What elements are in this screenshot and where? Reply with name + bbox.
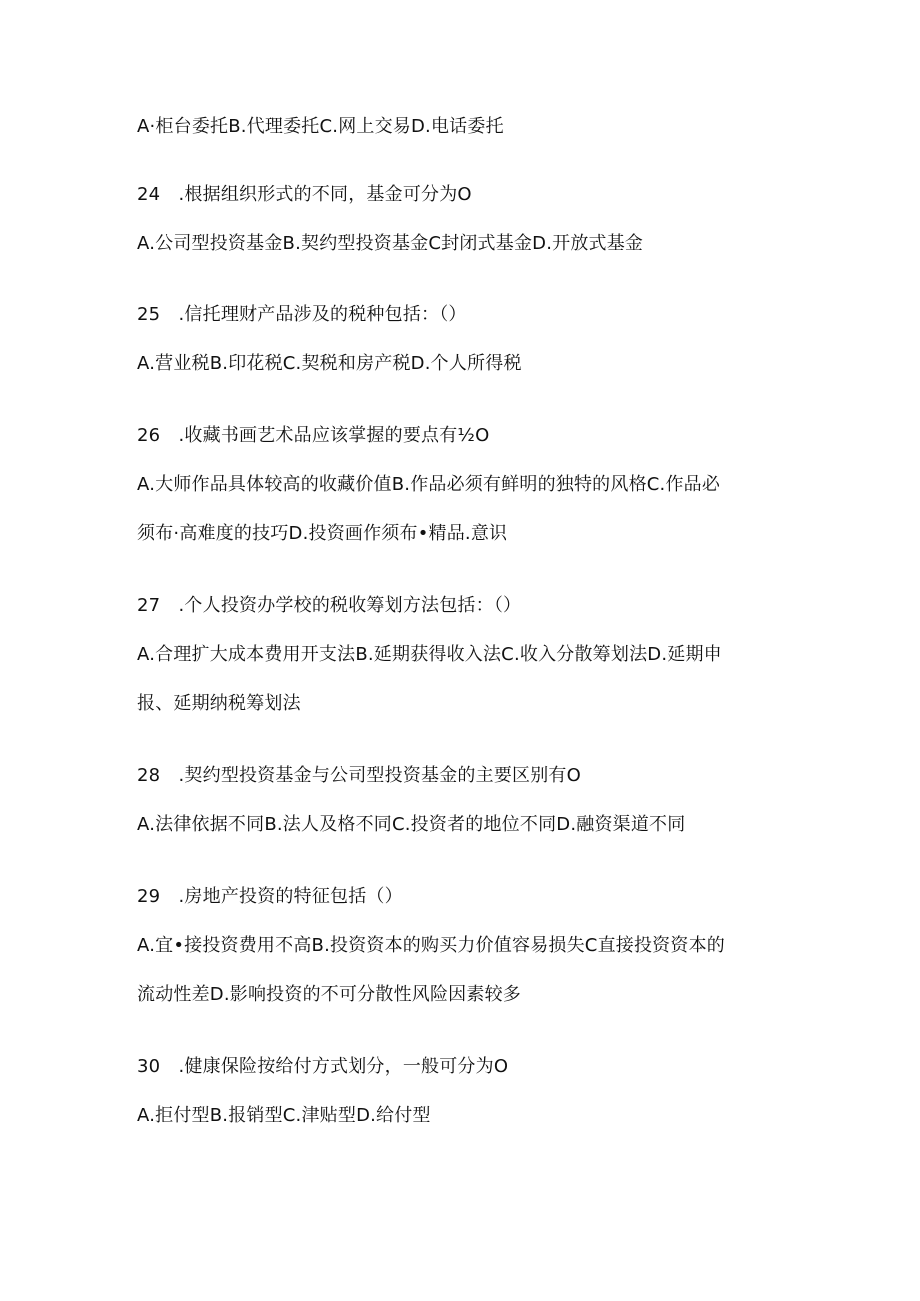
question-24: 24 .根据组织形式的不同，基金可分为O: [137, 184, 472, 205]
question-25: 25 .信托理财产品涉及的税种包括：（）: [137, 304, 467, 325]
answer-options-23: A·柜台委托B.代理委托C.网上交易D.电话委托: [137, 116, 504, 137]
answer-options-29-line-1: A.宜•接投资费用不高B.投资资本的购买力价值容易损失C直接投资资本的: [137, 935, 725, 956]
answer-options-30: A.拒付型B.报销型C.津贴型D.给付型: [137, 1105, 431, 1126]
answer-options-27-line-1: A.合理扩大成本费用开支法B.延期获得收入法C.收入分散筹划法D.延期申: [137, 644, 722, 665]
answer-options-24: A.公司型投资基金B.契约型投资基金C封闭式基金D.开放式基金: [137, 233, 644, 254]
answer-options-25: A.营业税B.印花税C.契税和房产税D.个人所得税: [137, 353, 522, 374]
answer-options-26-line-1: A.大师作品具体较高的收藏价值B.作品必须有鲜明的独特的风格C.作品必: [137, 474, 721, 495]
question-30: 30 .健康保险按给付方式划分，一般可分为O: [137, 1056, 509, 1077]
question-28: 28 .契约型投资基金与公司型投资基金的主要区别有O: [137, 765, 581, 786]
question-27: 27 .个人投资办学校的税收筹划方法包括：（）: [137, 595, 522, 616]
answer-options-29-line-2: 流动性差D.影响投资的不可分散性风险因素较多: [137, 984, 521, 1005]
answer-options-28: A.法律依据不同B.法人及格不同C.投资者的地位不同D.融资渠道不同: [137, 814, 686, 835]
question-29: 29 .房地产投资的特征包括（）: [137, 886, 403, 907]
answer-options-27-line-2: 报、延期纳税筹划法: [137, 693, 301, 714]
answer-options-26-line-2: 须布·高难度的技巧D.投资画作须布•精品.意识: [137, 523, 508, 544]
question-26: 26 .收藏书画艺术品应该掌握的要点有½O: [137, 425, 490, 446]
